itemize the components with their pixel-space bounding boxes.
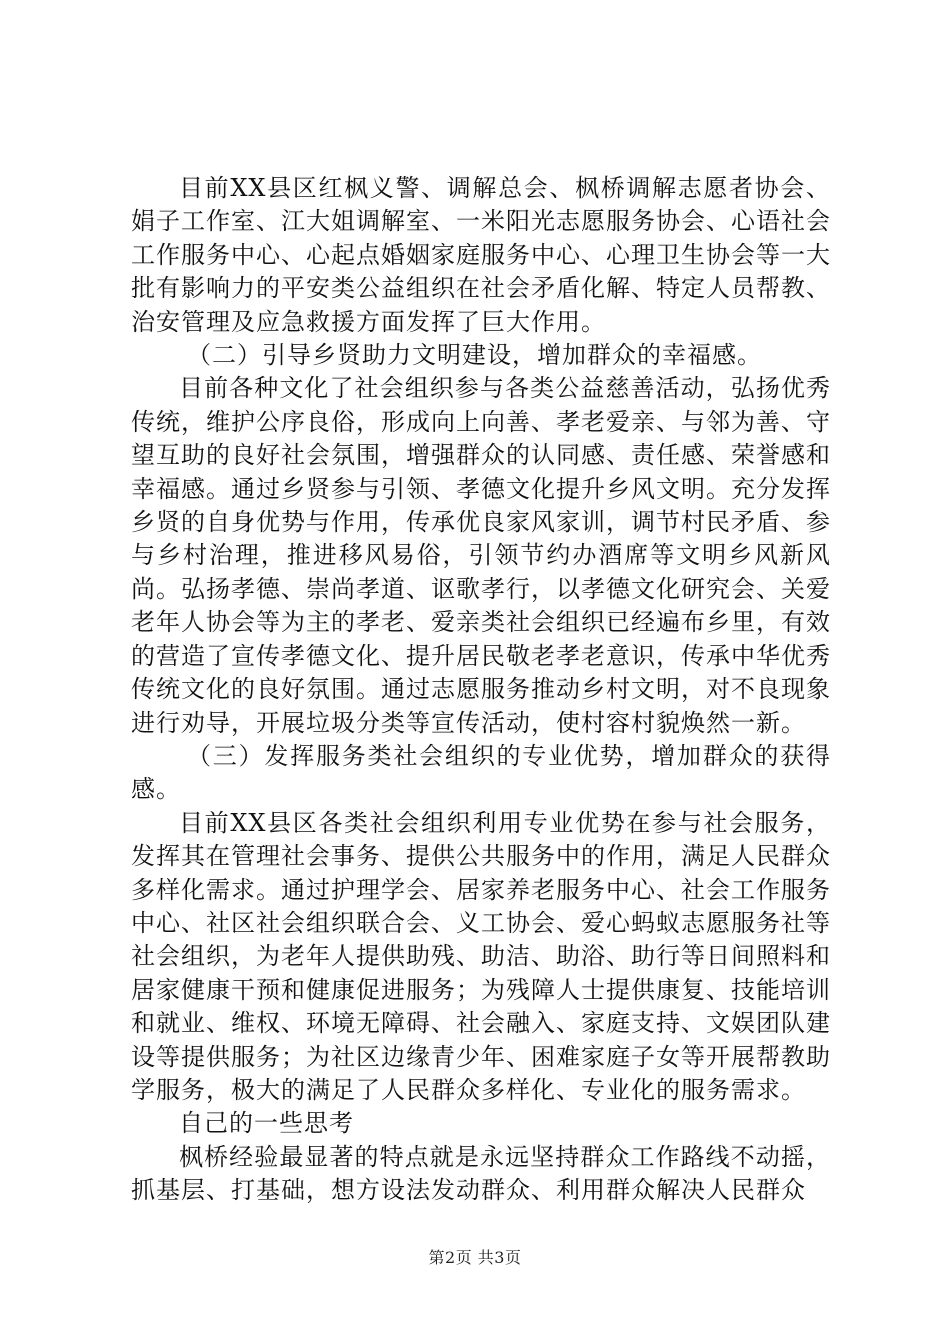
section-heading-two: （二）引导乡贤助力文明建设，增加群众的幸福感。	[187, 341, 762, 370]
section-heading-three: （三）发挥服务类社会组织的专业优势，增加群众的获得感。	[131, 741, 831, 804]
document-body	[131, 172, 831, 1208]
page-number-footer: 第2页 共3页	[428, 1248, 522, 1267]
paragraph-service-organizations: 目前XX县区各类社会组织利用专业优势在参与社会服务，发挥其在管理社会事务、提供公共服务中的作用，满足人民群众多样化需求。通过护理学会、居家养老服务中心、社会工作服务中心、社区社会组织联合会、义工协会、爱心蚂蚁志愿服务社等社会组织，为老年人提供助残、助洁、助浴、助行等日间照料和居家健康干预和健康促进服务；为残障人士提供康复、技能培训和就业、维权、环境无障碍、社会融入、家庭支持、文娱团队建设等提供服务；为社区边缘青少年、困难家庭子女等开展帮教助学服务，极大的满足了人民群众多样化、专业化的服务需求。	[131, 808, 831, 1104]
paragraph-fengqiao-experience: 枫桥经验最显著的特点就是永远坚持群众工作路线不动摇，抓基层、打基础，想方设法发动群众、利用群众解决人民群众	[131, 1142, 831, 1205]
paragraph-culture-organizations: 目前各种文化了社会组织参与各类公益慈善活动，弘扬优秀传统，维护公序良俗，形成向上向善、孝老爱亲、与邻为善、守望互助的良好社会氛围，增强群众的认同感、责任感、荣誉感和幸福感。通过乡贤参与引领、孝德文化提升乡风文明。充分发挥乡贤的自身优势与作用，传承优良家风家训，调节村民矛盾、参与乡村治理，推进移风易俗，引领节约办酒席等文明乡风新风尚。弘扬孝德、崇尚孝道、讴歌孝行，以孝德文化研究会、关爱老年人协会等为主的孝老、爱亲类社会组织已经遍布乡里，有效的营造了宣传孝德文化、提升居民敬老孝老意识，传承中华优秀传统文化的良好氛围。通过志愿服务推动乡村文明，对不良现象进行劝导，开展垃圾分类等宣传活动，使村容村貌焕然一新。	[131, 374, 831, 737]
paragraph-reflection-title: 自己的一些思考	[179, 1109, 354, 1138]
paragraph-peace-organizations: 目前XX县区红枫义警、调解总会、枫桥调解志愿者协会、娟子工作室、江大姐调解室、一米阳光志愿服务协会、心语社会工作服务中心、心起点婚姻家庭服务中心、心理卫生协会等一大批有影响力的平安类公益组织在社会矛盾化解、特定人员帮教、治安管理及应急救援方面发挥了巨大作用。	[131, 174, 831, 336]
